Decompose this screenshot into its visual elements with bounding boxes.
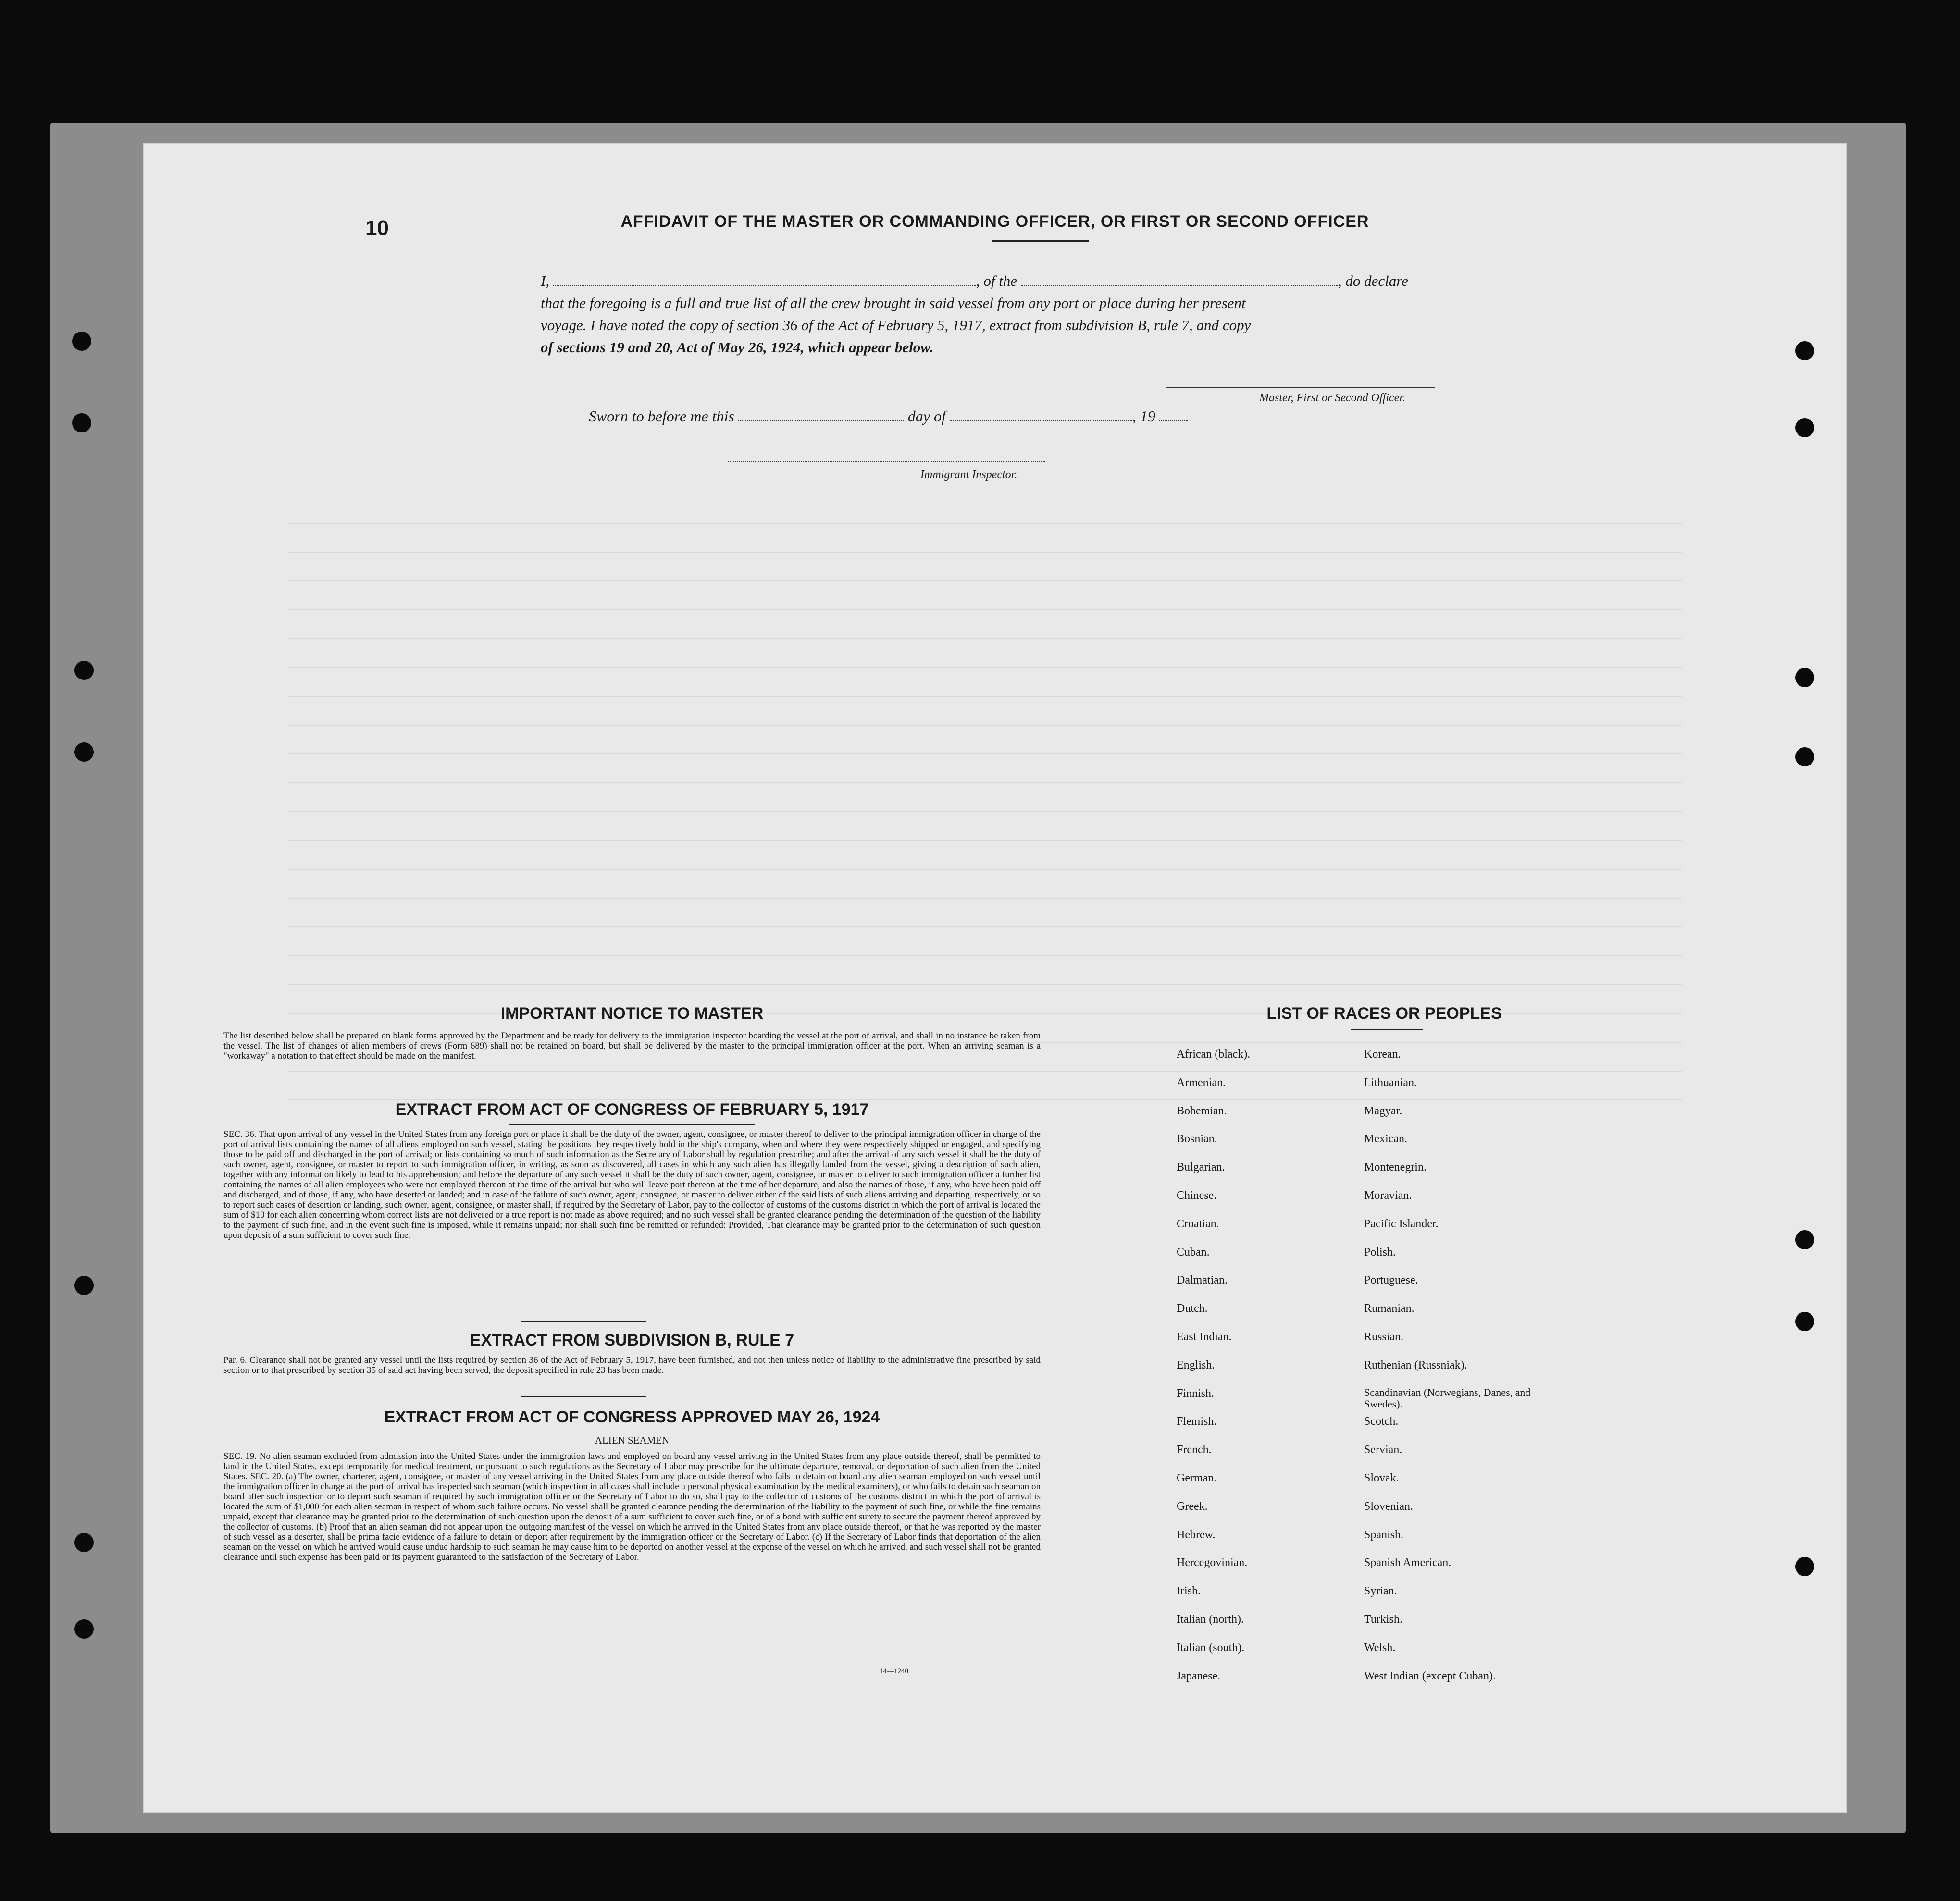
notice-title: IMPORTANT NOTICE TO MASTER — [500, 1004, 764, 1023]
binder-hole — [1795, 418, 1814, 437]
race-item: Hebrew. — [1177, 1528, 1216, 1541]
race-item: Ruthenian (Russniak). — [1364, 1358, 1467, 1371]
races-column-1 — [1177, 1048, 1350, 1697]
extract-1924-subtitle: ALIEN SEAMEN — [595, 1434, 670, 1446]
page-number-stamp: 10 — [365, 216, 389, 240]
race-item: Bulgarian. — [1177, 1161, 1225, 1174]
race-item: Spanish American. — [1364, 1556, 1451, 1569]
binder-hole — [74, 661, 94, 680]
affidavit-title: AFFIDAVIT OF THE MASTER OR COMMANDING OFFICER, OR FIRST OR SECOND OFFICER — [620, 212, 1369, 231]
race-item: Japanese. — [1177, 1669, 1221, 1682]
race-item: Rumanian. — [1364, 1302, 1414, 1315]
races-title-rule — [1351, 1029, 1423, 1030]
decl-of-the: , of the — [976, 272, 1017, 289]
race-item: Hercegovinian. — [1177, 1556, 1248, 1569]
binder-hole — [1795, 1557, 1814, 1576]
race-item: Dalmatian. — [1177, 1274, 1228, 1287]
master-signature-line[interactable] — [1166, 387, 1435, 388]
race-item: English. — [1177, 1358, 1215, 1371]
race-item: Flemish. — [1177, 1415, 1217, 1428]
declaration-line-3: voyage. I have noted the copy of section 36 of the Act of February 5, 1917, extract from subdivision B, rule 7, and copy — [541, 317, 1251, 333]
race-item: Scotch. — [1364, 1415, 1399, 1428]
race-item: Portuguese. — [1364, 1274, 1418, 1287]
declaration-text — [541, 270, 1531, 358]
extract-1917-text: SEC. 36. That upon arrival of any vessel in the United States from any foreign port or place it shall be the duty of the owner, agent, consignee, or master thereof to deliver to the principal immigration officer in charge of the port of arrival lists containing the names of all aliens employed on such vessel, stating the positions they respectively hold in the ship's company, when and where they were respectively shipped or engaged, and specifying those to be paid off and discharged in the port of arrival; or lists containing so much of such information as the Secretary of Labor shall by regulation prescribe; and after the arrival of any such vessel it shall be the duty of such owner, agent, consignee, or master to report to such immigration officer, in writing, as soon as discovered, all cases in which any such alien has illegally landed from the vessel, giving a description of such alien, together with any information likely to lead to his apprehension; and before the departure of any such vessel it shall be the duty of such owner, agent, consignee, or master to deliver to such immigration officer a further list containing the names of all alien employees who were not employed thereon at the time of the arrival but who will leave port thereon at the time of her departure, and also the names of those, if any, who have been paid off and discharged, and of those, if any, who have deserted or landed; and in case of the failure of such owner, agent, consignee, or master to deliver either of the said lists of such aliens arriving and departing, respectively, or so to report such cases of desertion or landing, such owner, agent, consignee, or master shall, if required by the Secretary of Labor, pay to the collector of customs of the customs district in which the port of arrival is located the sum of $10 for each alien concerning whom correct lists are not delivered or a true report is not made as above required; and no such vessel shall be granted clearance pending the determination of the question of the liability to the payment of such fine, and in the event such fine is imposed, while it remains unpaid; nor shall such fine be remitted or refunded: Provided, That clearance may be granted prior to the determination of such question upon deposit of a sum sufficient to cover such fine. — [223, 1129, 1041, 1240]
binder-hole — [74, 1619, 94, 1639]
race-item: Spanish. — [1364, 1528, 1404, 1541]
race-item: German. — [1177, 1471, 1217, 1484]
inspector-signature-line[interactable] — [728, 461, 1045, 462]
bleed-through-text — [288, 495, 1682, 1120]
race-item: Pacific Islander. — [1364, 1217, 1439, 1230]
extract-rule7-text: Par. 6. Clearance shall not be granted any vessel until the lists required by section 36 of the Act of February 5, 1917, have been furnished, and not then unless notice of liability to the administrative fine prescribed by said section or to that prescribed by section 35 of said act having been served, the deposit specified in rule 23 has been made. — [223, 1355, 1041, 1375]
race-item: Chinese. — [1177, 1189, 1217, 1202]
master-name-field[interactable] — [553, 272, 976, 286]
declaration-line-4: of sections 19 and 20, Act of May 26, 1924, which appear below. — [541, 339, 934, 356]
binder-hole — [1795, 747, 1814, 766]
race-item: French. — [1177, 1444, 1212, 1457]
race-item: Slovak. — [1364, 1471, 1399, 1484]
binder-hole — [1795, 341, 1814, 360]
sworn-day-field[interactable] — [738, 409, 904, 421]
section-divider — [521, 1396, 646, 1397]
sworn-prefix: Sworn to before me this — [589, 407, 734, 425]
race-item: Greek. — [1177, 1500, 1208, 1513]
race-item: Croatian. — [1177, 1217, 1219, 1230]
race-item: Servian. — [1364, 1444, 1402, 1457]
binder-hole — [74, 1276, 94, 1295]
binder-hole — [1795, 1230, 1814, 1249]
race-item: Italian (south). — [1177, 1641, 1245, 1654]
extract-1917-rule — [509, 1124, 755, 1125]
sworn-year: , 19 — [1132, 407, 1155, 425]
race-item: Syrian. — [1364, 1585, 1397, 1598]
race-item: Italian (north). — [1177, 1613, 1244, 1626]
races-column-2 — [1364, 1048, 1566, 1697]
race-item: Welsh. — [1364, 1641, 1396, 1654]
race-item: Irish. — [1177, 1585, 1201, 1598]
race-item: West Indian (except Cuban). — [1364, 1669, 1496, 1682]
race-item: African (black). — [1177, 1048, 1251, 1061]
binder-hole — [72, 332, 91, 351]
vessel-name-field[interactable] — [1021, 272, 1338, 286]
sworn-month-field[interactable] — [950, 409, 1132, 421]
race-item: Korean. — [1364, 1048, 1401, 1061]
extract-rule7-title: EXTRACT FROM SUBDIVISION B, RULE 7 — [470, 1331, 794, 1349]
binder-hole — [74, 742, 94, 762]
race-item: Finnish. — [1177, 1387, 1215, 1400]
race-item: Bohemian. — [1177, 1104, 1227, 1117]
section-divider — [521, 1321, 646, 1322]
race-item: Lithuanian. — [1364, 1076, 1417, 1089]
declaration-line-1 — [541, 270, 1531, 292]
sworn-day-of: day of — [907, 407, 946, 425]
race-item: Polish. — [1364, 1246, 1396, 1259]
declaration-line-2: that the foregoing is a full and true list of all the crew brought in said vessel from any port or place during her present — [541, 295, 1246, 311]
decl-i: I, — [541, 272, 550, 289]
sworn-year-field[interactable] — [1159, 409, 1188, 421]
decl-do-declare: , do declare — [1338, 272, 1408, 289]
race-item: Bosnian. — [1177, 1133, 1217, 1146]
form-number: 14—1240 — [880, 1667, 908, 1675]
race-item: Cuban. — [1177, 1246, 1210, 1259]
race-item: Turkish. — [1364, 1613, 1402, 1626]
form-page — [144, 144, 1846, 1812]
extract-1924-text: SEC. 19. No alien seaman excluded from admission into the United States under the immigration laws and employed on board any vessel arriving in the United States from any place outside thereof, shall be permitted to land in the United States, except temporarily for medical treatment, or pursuant to such regulations as the Secretary of Labor may prescribe for the ultimate departure, removal, or deportation of such alien from the United States. SEC. 20. (a) The owner, charterer, agent, consignee, or master of any vessel arriving in the United States from any place outside thereof who fails to detain on board any alien seaman employed on such vessel until the immigration officer in charge at the port of arrival has inspected such seaman (which inspection in all cases shall include a personal physical examination by the medical examiners), or who fails to detain such seaman on board after such inspection or to deport such seaman if required by such immigration officer or the Secretary of Labor to do so, shall pay to the collector of customs of the customs district in which the port of arrival is located the sum of $1,000 for each alien seaman in respect of whom such failure occurs. No vessel shall be granted clearance pending the determination of the liability to the payment of such fine, or while the fine remains unpaid, except that clearance may be granted prior to the determination of such question upon the deposit of a sum sufficient to cover such fine, or of a bond with sufficient surety to secure the payment thereof approved by the collector of customs. (b) Proof that an alien seaman did not appear upon the outgoing manifest of the vessel on which he arrived in the United States from any place outside thereof, or that he was reported by the master of such vessel as a deserter, shall be prima facie evidence of a failure to detain or deport after requirement by the immigration officer or the Secretary of Labor. (c) If the Secretary of Labor finds that deportation of the alien seaman on the vessel on which he arrived would cause undue hardship to such seaman he may cause him to be deported on another vessel at the expense of the vessel on which he arrived, and such vessel shall not be granted clearance until such expense has been paid or its payment guaranteed to the satisfaction of the Secretary of Labor. — [223, 1451, 1041, 1562]
race-item: Mexican. — [1364, 1133, 1407, 1146]
binder-hole — [1795, 1312, 1814, 1331]
race-item: Dutch. — [1177, 1302, 1208, 1315]
race-item: Magyar. — [1364, 1104, 1402, 1117]
notice-text: The list described below shall be prepared on blank forms approved by the Department and be ready for delivery to the immigration inspector boarding the vessel at the port of arrival, and shall in no instance be taken from the vessel. The list of changes of alien members of crews (Form 689) shall not be retained on board, but shall be delivered by the master to the principal immigration officer at the port. When an arriving seaman is a "workaway" a notation to that effect should be made on the manifest. — [223, 1031, 1041, 1061]
race-item: Montenegrin. — [1364, 1161, 1427, 1174]
binder-hole — [72, 413, 91, 432]
race-item: Scandinavian (Norwegians, Danes, and Swedes). — [1364, 1386, 1531, 1410]
sworn-line — [589, 407, 1188, 425]
race-item: Slovenian. — [1364, 1500, 1413, 1513]
binder-hole — [1795, 668, 1814, 687]
race-item: East Indian. — [1177, 1330, 1232, 1343]
extract-1924-title: EXTRACT FROM ACT OF CONGRESS APPROVED MAY 26, 1924 — [384, 1408, 880, 1426]
master-signature-caption: Master, First or Second Officer. — [1259, 392, 1405, 404]
races-title: LIST OF RACES OR PEOPLES — [1266, 1004, 1502, 1023]
extract-1917-title: EXTRACT FROM ACT OF CONGRESS OF FEBRUARY 5, 1917 — [395, 1100, 869, 1119]
binder-hole — [74, 1533, 94, 1552]
race-item: Moravian. — [1364, 1189, 1412, 1202]
inspector-signature-caption: Immigrant Inspector. — [920, 469, 1017, 481]
race-item: Armenian. — [1177, 1076, 1226, 1089]
race-item: Russian. — [1364, 1330, 1404, 1343]
title-rule — [992, 240, 1089, 242]
